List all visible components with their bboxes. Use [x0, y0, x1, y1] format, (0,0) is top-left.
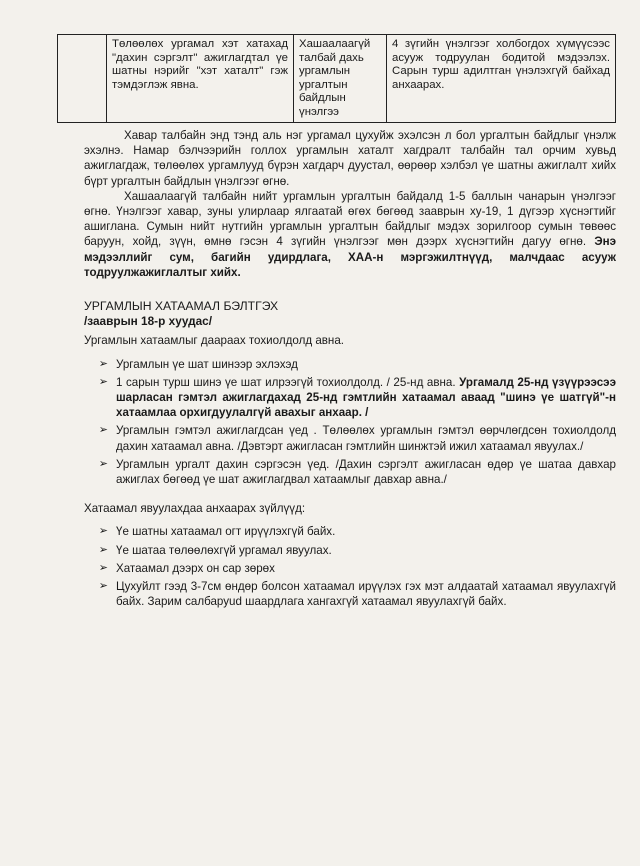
table-row [58, 35, 616, 123]
arrow-bullet-icon: ➢ [98, 525, 108, 538]
list-item [84, 543, 616, 558]
list-item [84, 357, 616, 372]
paragraph-unfenced-area [84, 189, 616, 280]
list-item-text [116, 375, 616, 421]
table-cell-instruction: 4 зүгийн үнэлгээг холбогдох хүмүүсээс асууж тодруулан бодитой мэдээлэх. Сарын турш адилтган үнэлэхгүй байхад анхаарах. [387, 35, 616, 123]
list-item-text: Ургамлын ургалт дахин сэргэсэн үед. /Дахин сэргэлт ажигласан өдөр үе шатаа давхар ажиглах бөгөөд үе шат ажиглагдвал хатаамлыг давхар авна./ [116, 457, 616, 487]
list-item [84, 561, 616, 576]
precautions-list [84, 524, 616, 609]
arrow-bullet-icon: ➢ [98, 375, 108, 388]
list-item-text: Үе шатаа төлөөлөхгүй ургамал явуулах. [116, 543, 332, 557]
list-item-text: Хатаамал дээрх он сар зөрөх [116, 561, 275, 575]
list-item-text: Цухуйлт гээд 3-7см өндөр болсон хатаамал ирүүлэх гэх мэт алдаатай хатаамал явуулахгүй байх. Зарим салбаруud шаардлага хангахгүй хатаамал явуулахгүй байх. [116, 580, 616, 609]
list-item [84, 579, 616, 609]
section-subheading: /зааврын 18-р хуудас/ [84, 314, 212, 329]
arrow-bullet-icon: ➢ [98, 561, 108, 574]
list-item [84, 524, 616, 539]
list-intro: Хатаамал явуулахдаа анхаарах зүйлүүд: [84, 502, 306, 516]
list-item-text: Ургамлын гэмтэл ажиглагдсан үед . Төлөөлөх ургамлын гэмтэл өөрчлөгдсөн тохиолдолд дахин хатаамал авна. /Дэвтэрт ажигласан гэмтлийн шинжтэй ижил хатаамал явуулах./ [116, 424, 616, 453]
table-cell-subject: Хашаалаагүй талбай дахь ургамлын ургалтын байдлын үнэлгээ [294, 35, 387, 123]
arrow-bullet-icon: ➢ [98, 424, 108, 437]
arrow-bullet-icon: ➢ [98, 457, 108, 470]
table-cell-description: Төлөөлөх ургамал хэт хатахад "дахин сэргэлт" ажиглагдтал үе шатны нэрийг "хэт хаталт" гэж тэмдэглэж явна. [107, 35, 294, 123]
criteria-table [57, 34, 616, 123]
list-item [84, 423, 616, 453]
collection-cases-list [84, 357, 616, 488]
arrow-bullet-icon: ➢ [98, 543, 108, 556]
paragraph-bold-note: Энэ мэдээллийг сум, багийн удирдлага, ХАА-н мэргэжилтнүүд, малчдаас асууж тодруулжажиглалтыг хийх. [84, 235, 616, 279]
list-item-text: Үе шатны хатаамал огт ирүүлэхгүй байх. [116, 525, 336, 539]
list-item-text: Ургамлын үе шат шинээр эхлэхэд [116, 357, 298, 371]
arrow-bullet-icon: ➢ [98, 580, 108, 593]
document-body [84, 128, 616, 609]
list-item [84, 457, 616, 487]
section-heading: УРГАМЛЫН ХАТААМАЛ БЭЛТГЭХ [84, 299, 279, 314]
list-intro: Ургамлын хатаамлыг даараах тохиолдолд авна. [84, 334, 344, 348]
paragraph-growth-assessment: Хавар талбайн энд тэнд аль нэг ургамал цухуйж эхэлсэн л бол ургалтын байдлыг үнэлж эхэлнэ. Намар бэлчээрийн голлох ургамлын хаталт хагдралт талбайн тал орчим хувьд ажиглагдаж, төлөөлөх ургамлууд бүрэн хагдарч дуустал, өөрөөр хэлбэл үе шатны ажиглалт хийх бүрт ургалтын байдлын үнэлгээг өгнө. [84, 129, 616, 188]
list-item-bold: Ургамалд 25-нд үзүүрээсээ шарласан гэмтэл ажиглагдахад 25-нд гэмтлийн хатаамал аваад "шинэ үе шатгүй"-н хатаамлаа орхигдуулалгүй авахыг анхаар. / [116, 375, 616, 420]
table-cell-empty [58, 35, 107, 123]
arrow-bullet-icon: ➢ [98, 357, 108, 370]
list-item [84, 375, 616, 421]
paragraph-text: Хашаалаагүй талбайн нийт ургамлын ургалтын байдалд 1-5 баллын чанарын үнэлгээг өгнө. Үнэлгээг хавар, зуны улирлаар ялгаатай өгөх бөгөөд зааврын ху-19, 1 дүгээр хүснэгтийг ашиглана. Сумын нийт нутгийн ургамлын ургалтын байдлыг мэдэх зорилгоор сумын төвөөс баруун, хойд, зүүн, өмнө гэсэн 4 зүгийн үнэлгээг мөн дээрх хүснэгтийн дагуу өгнө. [84, 189, 616, 249]
list-item-normal: 1 сарын турш шинэ үе шат илрээгүй тохиолдолд. / 25-нд авна. [116, 375, 456, 389]
